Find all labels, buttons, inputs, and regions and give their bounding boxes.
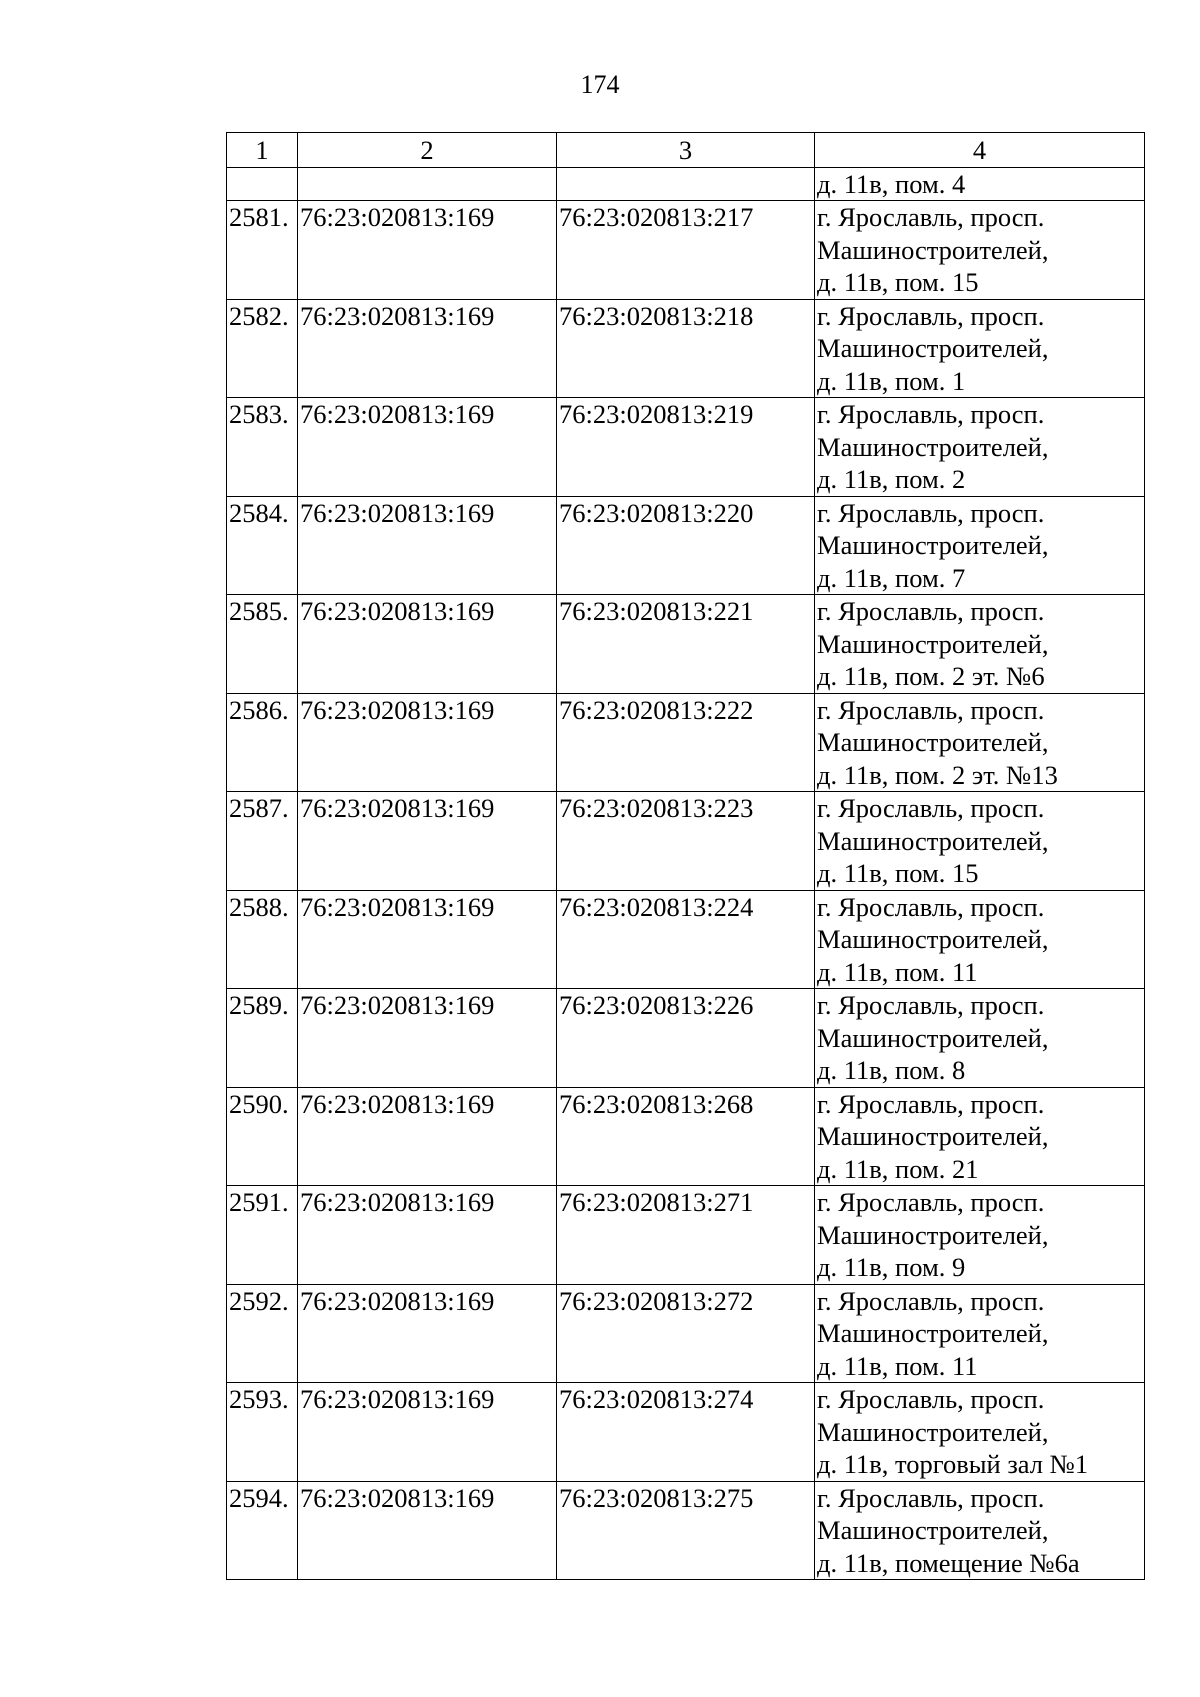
address-line: д. 11в, пом. 8 (817, 1055, 966, 1085)
continuation-cell-3 (557, 168, 815, 201)
cadastral-number-parcel: 76:23:020813:169 (298, 1284, 557, 1383)
address-line: Машиностроителей, (817, 924, 1049, 954)
address-line: г. Ярославль, просп. (817, 202, 1045, 232)
cadastral-number-parcel: 76:23:020813:169 (298, 496, 557, 595)
column-header-2: 2 (298, 133, 557, 168)
address-line: г. Ярославль, просп. (817, 1187, 1045, 1217)
cadastral-number-object: 76:23:020813:226 (557, 989, 815, 1088)
register-table (226, 132, 1145, 1580)
table-row (227, 201, 1145, 300)
address-line: д. 11в, пом. 15 (817, 858, 979, 888)
address-cell (815, 989, 1145, 1088)
cadastral-number-parcel: 76:23:020813:169 (298, 1186, 557, 1285)
address-line: Машиностроителей, (817, 727, 1049, 757)
address-line: г. Ярославль, просп. (817, 1384, 1045, 1414)
cadastral-number-object: 76:23:020813:272 (557, 1284, 815, 1383)
row-number: 2586. (227, 693, 298, 792)
address-cell (815, 693, 1145, 792)
row-number: 2584. (227, 496, 298, 595)
address-line: г. Ярославль, просп. (817, 793, 1045, 823)
table-row (227, 989, 1145, 1088)
row-number: 2590. (227, 1087, 298, 1186)
address-line: Машиностроителей, (817, 1022, 1049, 1053)
cadastral-number-parcel: 76:23:020813:169 (298, 1481, 557, 1580)
row-number: 2593. (227, 1383, 298, 1482)
table-row (227, 1087, 1145, 1186)
address-line: д. 11в, пом. 11 (817, 956, 978, 987)
header-row (227, 133, 1145, 168)
cadastral-number-parcel: 76:23:020813:169 (298, 299, 557, 398)
address-cell (815, 201, 1145, 300)
column-header-1: 1 (227, 133, 298, 168)
cadastral-number-object: 76:23:020813:275 (557, 1481, 815, 1580)
cadastral-number-object: 76:23:020813:223 (557, 792, 815, 891)
row-number: 2591. (227, 1186, 298, 1285)
address-line: Машиностроителей, (817, 431, 1049, 462)
row-number: 2581. (227, 201, 298, 300)
row-number: 2589. (227, 989, 298, 1088)
address-line: г. Ярославль, просп. (817, 399, 1045, 429)
address-line: д. 11в, пом. 11 (817, 1350, 978, 1381)
cadastral-number-parcel: 76:23:020813:169 (298, 1087, 557, 1186)
column-header-4: 4 (815, 133, 1145, 168)
cadastral-number-object: 76:23:020813:268 (557, 1087, 815, 1186)
continuation-cell-1 (227, 168, 298, 201)
address-cell (815, 890, 1145, 989)
cadastral-number-parcel: 76:23:020813:169 (298, 792, 557, 891)
table-row (227, 890, 1145, 989)
table-row (227, 1383, 1145, 1482)
table-row (227, 693, 1145, 792)
cadastral-number-parcel: 76:23:020813:169 (298, 201, 557, 300)
address-line: г. Ярославль, просп. (817, 596, 1045, 626)
table-row (227, 595, 1145, 694)
address-line: Машиностроителей, (817, 333, 1049, 363)
page-number: 174 (580, 70, 620, 99)
address-line: Машиностроителей, (817, 1219, 1049, 1250)
address-cell (815, 1284, 1145, 1383)
address-line: Машиностроителей, (817, 628, 1049, 659)
table-row (227, 398, 1145, 497)
cadastral-number-parcel: 76:23:020813:169 (298, 989, 557, 1088)
address-cell (815, 792, 1145, 891)
table-row (227, 496, 1145, 595)
address-line: д. 11в, пом. 2 эт. №13 (817, 759, 1058, 790)
continuation-row (227, 168, 1145, 201)
cadastral-number-object: 76:23:020813:218 (557, 299, 815, 398)
cadastral-number-parcel: 76:23:020813:169 (298, 398, 557, 497)
cadastral-number-object: 76:23:020813:224 (557, 890, 815, 989)
cadastral-number-parcel: 76:23:020813:169 (298, 890, 557, 989)
address-line: д. 11в, торговый зал №1 (817, 1449, 1089, 1479)
address-cell (815, 595, 1145, 694)
cadastral-number-object: 76:23:020813:274 (557, 1383, 815, 1482)
address-line: г. Ярославль, просп. (817, 497, 1045, 528)
address-line: д. 11в, пом. 7 (817, 562, 966, 593)
cadastral-number-object: 76:23:020813:221 (557, 595, 815, 694)
address-cell (815, 496, 1145, 595)
address-line: д. 11в, пом. 1 (817, 365, 966, 396)
address-line: Машиностроителей, (817, 1121, 1049, 1151)
address-line: д. 11в, пом. 21 (817, 1153, 979, 1184)
row-number: 2583. (227, 398, 298, 497)
address-line: д. 11в, пом. 15 (817, 267, 979, 297)
table-row (227, 1284, 1145, 1383)
row-number: 2585. (227, 595, 298, 694)
cadastral-number-object: 76:23:020813:220 (557, 496, 815, 595)
cadastral-number-object: 76:23:020813:271 (557, 1186, 815, 1285)
address-line: г. Ярославль, просп. (817, 891, 1045, 922)
continuation-cell-2 (298, 168, 557, 201)
cadastral-number-object: 76:23:020813:222 (557, 693, 815, 792)
address-line: д. 11в, пом. 2 эт. №6 (817, 661, 1045, 691)
address-line: д. 11в, помещение №6а (817, 1547, 1080, 1578)
address-cell (815, 1481, 1145, 1580)
address-line: г. Ярославль, просп. (817, 300, 1045, 331)
table-row (227, 1186, 1145, 1285)
address-line: Машиностроителей, (817, 1416, 1049, 1447)
cadastral-number-parcel: 76:23:020813:169 (298, 693, 557, 792)
address-cell (815, 299, 1145, 398)
row-number: 2588. (227, 890, 298, 989)
address-cell (815, 1383, 1145, 1482)
row-number: 2587. (227, 792, 298, 891)
cadastral-number-object: 76:23:020813:219 (557, 398, 815, 497)
address-line: Машиностроителей, (817, 530, 1049, 560)
address-line: г. Ярославль, просп. (817, 990, 1045, 1020)
address-line: Машиностроителей, (817, 1318, 1049, 1348)
column-header-3: 3 (557, 133, 815, 168)
address-cell (815, 1186, 1145, 1285)
cadastral-number-object: 76:23:020813:217 (557, 201, 815, 300)
address-line: г. Ярославль, просп. (817, 694, 1045, 725)
cadastral-number-parcel: 76:23:020813:169 (298, 595, 557, 694)
address-cell (815, 398, 1145, 497)
address-line: г. Ярославль, просп. (817, 1285, 1045, 1316)
continuation-address: д. 11в, пом. 4 (815, 168, 1145, 201)
address-line: Машиностроителей, (817, 825, 1049, 856)
table-row (227, 792, 1145, 891)
address-line: д. 11в, пом. 2 (817, 464, 966, 494)
address-line: г. Ярославль, просп. (817, 1482, 1045, 1513)
table-row (227, 1481, 1145, 1580)
address-line: Машиностроителей, (817, 1515, 1049, 1545)
address-line: Машиностроителей, (817, 234, 1049, 265)
cadastral-number-parcel: 76:23:020813:169 (298, 1383, 557, 1482)
address-line: г. Ярославль, просп. (817, 1088, 1045, 1119)
row-number: 2592. (227, 1284, 298, 1383)
address-cell (815, 1087, 1145, 1186)
address-line: д. 11в, пом. 9 (817, 1252, 966, 1282)
table-row (227, 299, 1145, 398)
row-number: 2582. (227, 299, 298, 398)
row-number: 2594. (227, 1481, 298, 1580)
